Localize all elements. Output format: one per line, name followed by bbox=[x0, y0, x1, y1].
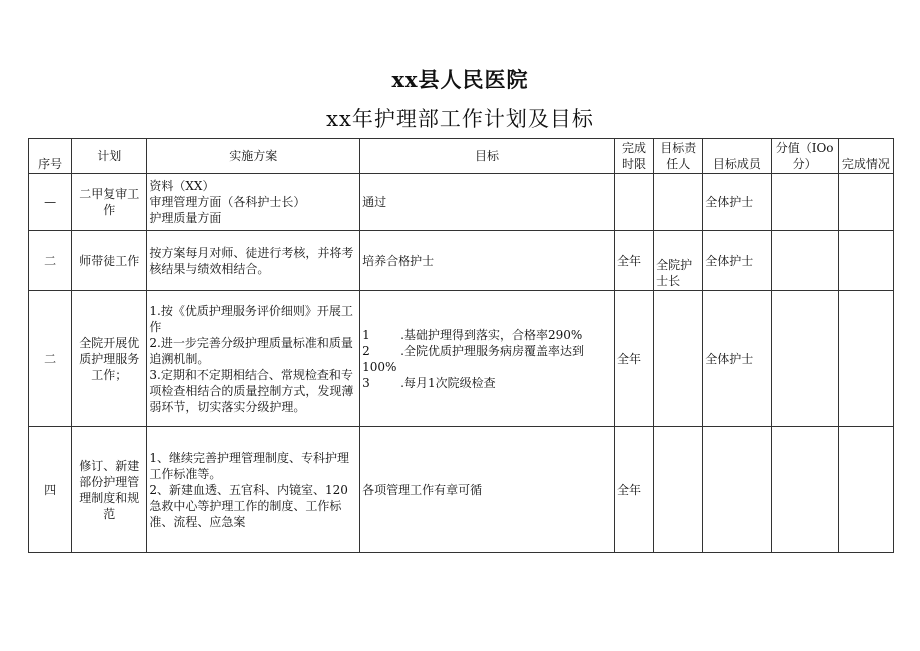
cell-status bbox=[838, 427, 893, 553]
scheme-line: 3.定期和不定期相结合、常规检查和专项检查相结合的质量控制方式，发现薄弱环节，切实落实分级护理。 bbox=[149, 367, 354, 414]
cell-plan: 师带徒工作 bbox=[72, 231, 147, 291]
cell-scheme bbox=[147, 231, 360, 291]
target-item: 1 .基础护理得到落实，合格率290% bbox=[362, 327, 583, 342]
scheme-line: 护理质量方面 bbox=[149, 211, 222, 225]
cell-target bbox=[360, 291, 615, 427]
hospital-name: xx县人民医院 bbox=[391, 67, 529, 92]
cell-owner bbox=[654, 291, 703, 427]
cell-score bbox=[771, 291, 838, 427]
cell-owner bbox=[654, 427, 703, 553]
table-row bbox=[29, 174, 894, 231]
col-members: 目标成员 bbox=[703, 139, 771, 174]
col-scheme: 实施方案 bbox=[147, 139, 360, 174]
scheme-line: 2.进一步完善分级护理质量标准和质量追溯机制。 bbox=[149, 335, 353, 366]
cell-owner: 全院护士长 bbox=[654, 231, 703, 291]
scheme-line: 1.按《优质护理服务评价细则》开展工作 bbox=[149, 303, 353, 334]
target-item: 100% bbox=[362, 359, 397, 374]
cell-deadline: 全年 bbox=[615, 291, 654, 427]
cell-status bbox=[838, 291, 893, 427]
table-row bbox=[29, 427, 894, 553]
col-target: 目标 bbox=[360, 139, 615, 174]
scheme-line: 审理管理方面（各科护士长） bbox=[149, 195, 306, 209]
cell-deadline: 全年 bbox=[615, 427, 654, 553]
cell-members: 全体护士 bbox=[703, 291, 771, 427]
table-row bbox=[29, 231, 894, 291]
cell-members: 全体护士 bbox=[703, 231, 771, 291]
cell-members bbox=[703, 427, 771, 553]
cell-scheme bbox=[147, 291, 360, 427]
col-seq: 序号 bbox=[29, 139, 72, 174]
cell-target: 各项管理工作有章可循 bbox=[360, 427, 615, 553]
cell-plan: 二甲复审工作 bbox=[72, 174, 147, 231]
document-title: xx年护理部工作计划及目标 bbox=[326, 107, 594, 131]
col-score: 分值（IOo分） bbox=[771, 139, 838, 174]
cell-deadline: 全年 bbox=[615, 231, 654, 291]
cell-status bbox=[838, 231, 893, 291]
col-deadline: 完成时限 bbox=[615, 139, 654, 174]
scheme-line: 按方案每月对师、徒进行考核，并将考核结果与绩效相结合。 bbox=[149, 245, 354, 276]
cell-seq: — bbox=[29, 174, 72, 231]
cell-score bbox=[771, 174, 838, 231]
cell-members: 全体护士 bbox=[703, 174, 771, 231]
cell-owner bbox=[654, 174, 703, 231]
cell-score bbox=[771, 427, 838, 553]
cell-scheme bbox=[147, 174, 360, 231]
work-plan-table bbox=[28, 138, 894, 553]
scheme-line: 1、继续完善护理管理制度、专科护理工作标准等。 bbox=[149, 450, 350, 481]
cell-plan: 修订、新建部份护理管理制度和规范 bbox=[72, 427, 147, 553]
scheme-line: 2、新建血透、五官科、内镜室、120急救中心等护理工作的制度、工作标准、流程、应急案 bbox=[149, 482, 348, 529]
col-status: 完成情况 bbox=[838, 139, 893, 174]
scheme-line: 资料（XX） bbox=[149, 179, 215, 193]
target-item: 2 .全院优质护理服务病房覆盖率达到 bbox=[362, 343, 584, 358]
header-row bbox=[29, 139, 894, 174]
target-item: 3 .每月1次院级检查 bbox=[362, 375, 496, 390]
cell-score bbox=[771, 231, 838, 291]
cell-plan: 全院开展优质护理服务工作； bbox=[72, 291, 147, 427]
cell-scheme bbox=[147, 427, 360, 553]
cell-seq: 二 bbox=[29, 291, 72, 427]
cell-seq: 四 bbox=[29, 427, 72, 553]
cell-status bbox=[838, 174, 893, 231]
cell-seq: 二 bbox=[29, 231, 72, 291]
table-row bbox=[29, 291, 894, 427]
cell-target: 通过 bbox=[360, 174, 615, 231]
cell-target: 培养合格护士 bbox=[360, 231, 615, 291]
col-owner: 目标责任人 bbox=[654, 139, 703, 174]
col-plan: 计划 bbox=[72, 139, 147, 174]
cell-deadline bbox=[615, 174, 654, 231]
